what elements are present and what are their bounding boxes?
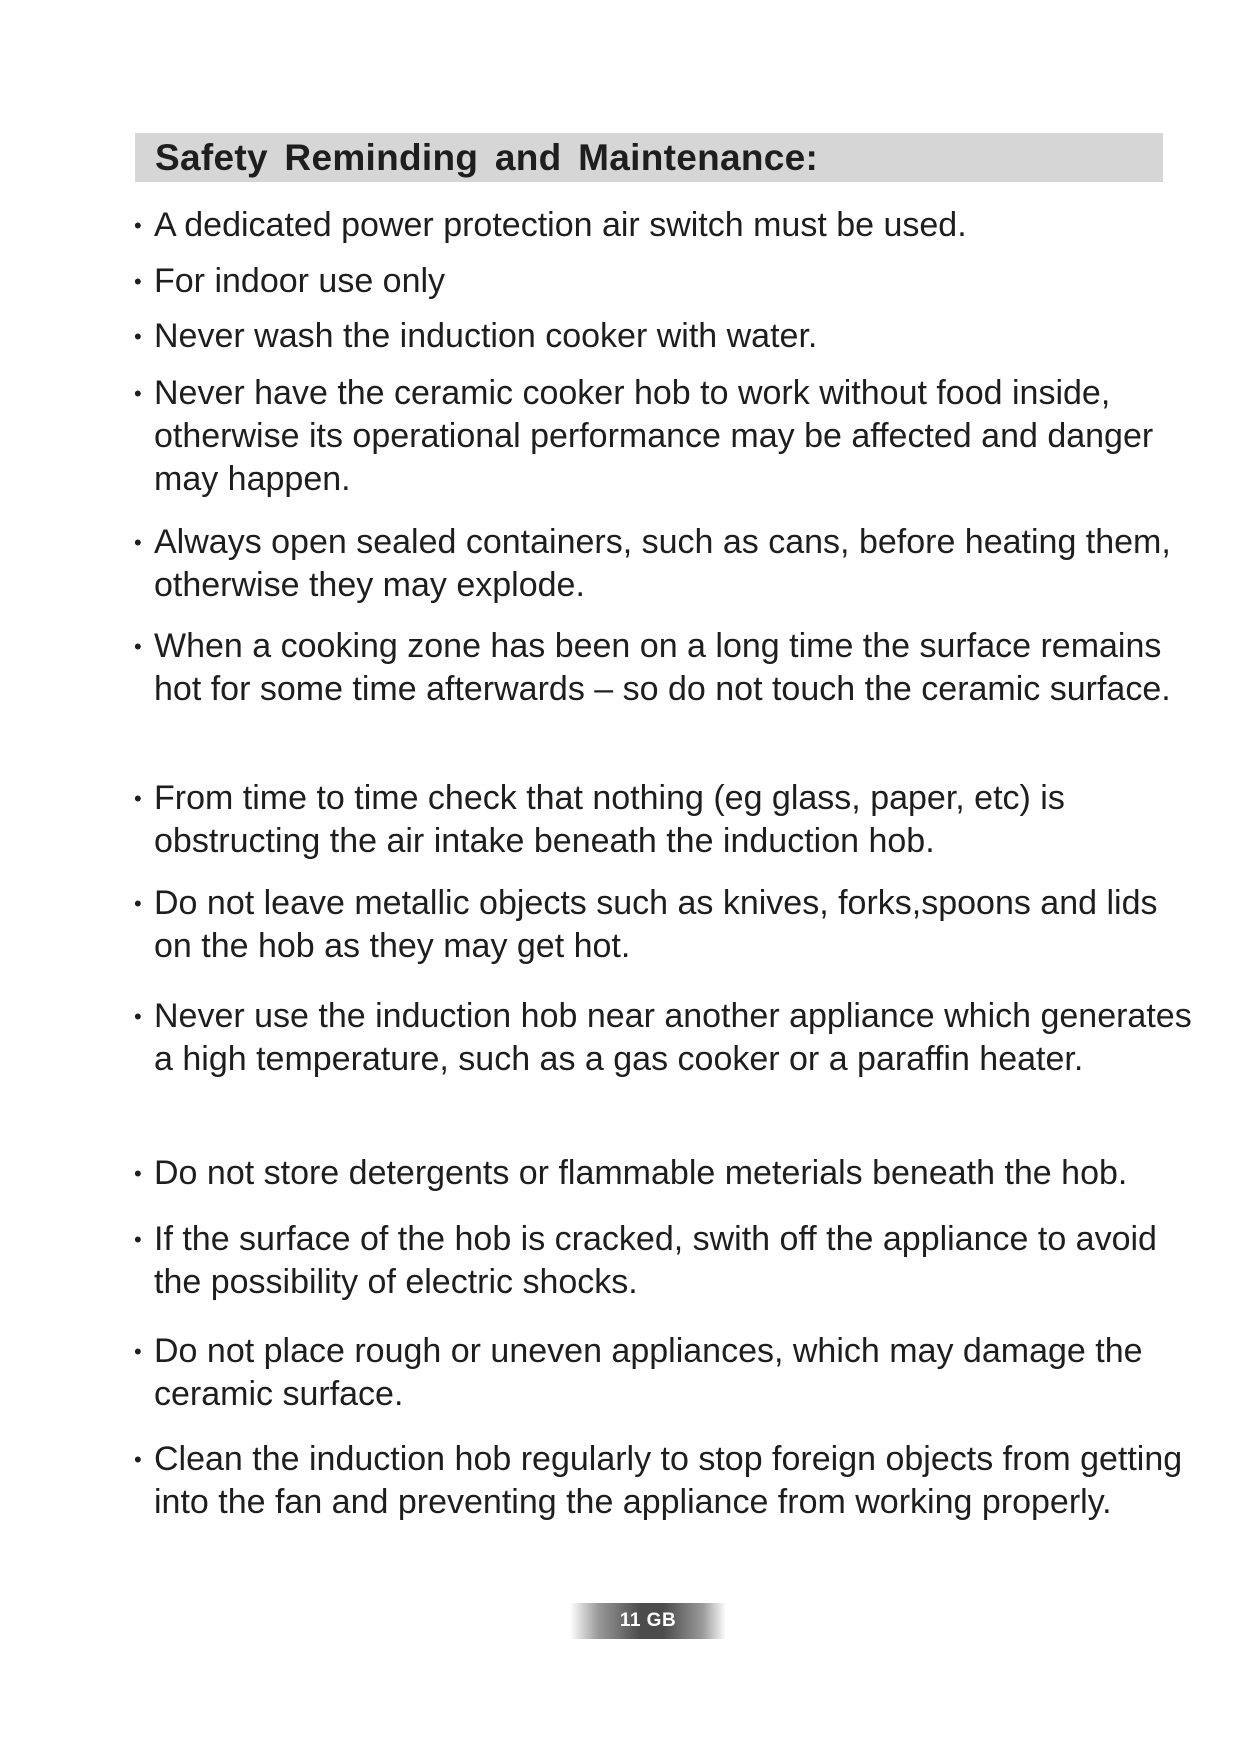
bullet-icon: •: [134, 530, 142, 555]
list-item: [132, 1330, 1202, 1416]
list-item-text: A dedicated power protection air switch must be used.: [154, 206, 967, 244]
list-item: [132, 372, 1202, 501]
bullet-icon: •: [134, 1161, 142, 1186]
bullet-icon: •: [134, 324, 142, 349]
list-item-text: Never wash the induction cooker with water.: [154, 317, 818, 355]
list-item: [132, 625, 1202, 711]
bullet-icon: •: [134, 381, 142, 406]
bullet-icon: •: [134, 1004, 142, 1029]
bullet-icon: •: [134, 786, 142, 811]
list-item: [132, 777, 1202, 863]
list-item-text: Never use the induction hob near another appliance which generates a high temperature, such as a gas cooker or a paraffin heater.: [154, 997, 1192, 1078]
list-item: [132, 882, 1202, 968]
list-item: [132, 204, 1202, 247]
page-number: 11 GB: [619, 1610, 677, 1631]
bullet-icon: •: [134, 269, 142, 294]
bullet-icon: •: [134, 1227, 142, 1252]
list-item-text: If the surface of the hob is cracked, swith off the appliance to avoid the possibility of electric shocks.: [154, 1220, 1157, 1301]
section-title: Safety Reminding and Maintenance:: [155, 137, 819, 178]
list-item-text: Always open sealed containers, such as cans, before heating them, otherwise they may explode.: [154, 523, 1171, 604]
list-item-text: Never have the ceramic cooker hob to work without food inside, otherwise its operational performance may be affected and danger may happen.: [154, 374, 1154, 498]
list-item-text: Do not store detergents or flammable meterials beneath the hob.: [154, 1154, 1128, 1192]
list-item: [132, 995, 1202, 1081]
bullet-icon: •: [134, 634, 142, 659]
list-item: [132, 1218, 1202, 1304]
section-header: [135, 133, 1163, 182]
list-item: [132, 1152, 1202, 1195]
list-item: [132, 521, 1202, 607]
bullet-icon: •: [134, 213, 142, 238]
bullet-icon: •: [134, 891, 142, 916]
list-item-text: Clean the induction hob regularly to stop foreign objects from getting into the fan and preventing the appliance from working properly.: [154, 1440, 1183, 1521]
list-item-text: When a cooking zone has been on a long time the surface remains hot for some time afterwards – so do not touch the ceramic surface.: [154, 627, 1171, 708]
list-item-text: For indoor use only: [154, 262, 446, 300]
list-item: [132, 315, 1202, 358]
list-item: [132, 1438, 1202, 1524]
list-item-text: Do not place rough or uneven appliances, which may damage the ceramic surface.: [154, 1332, 1143, 1413]
list-item-text: Do not leave metallic objects such as knives, forks,spoons and lids on the hob as they may get hot.: [154, 884, 1158, 965]
list-item: [132, 260, 1202, 303]
list-item-text: From time to time check that nothing (eg glass, paper, etc) is obstructing the air intake beneath the induction hob.: [154, 779, 1065, 860]
bullet-icon: •: [134, 1339, 142, 1364]
bullet-icon: •: [134, 1447, 142, 1472]
page-number-badge: [570, 1603, 726, 1639]
